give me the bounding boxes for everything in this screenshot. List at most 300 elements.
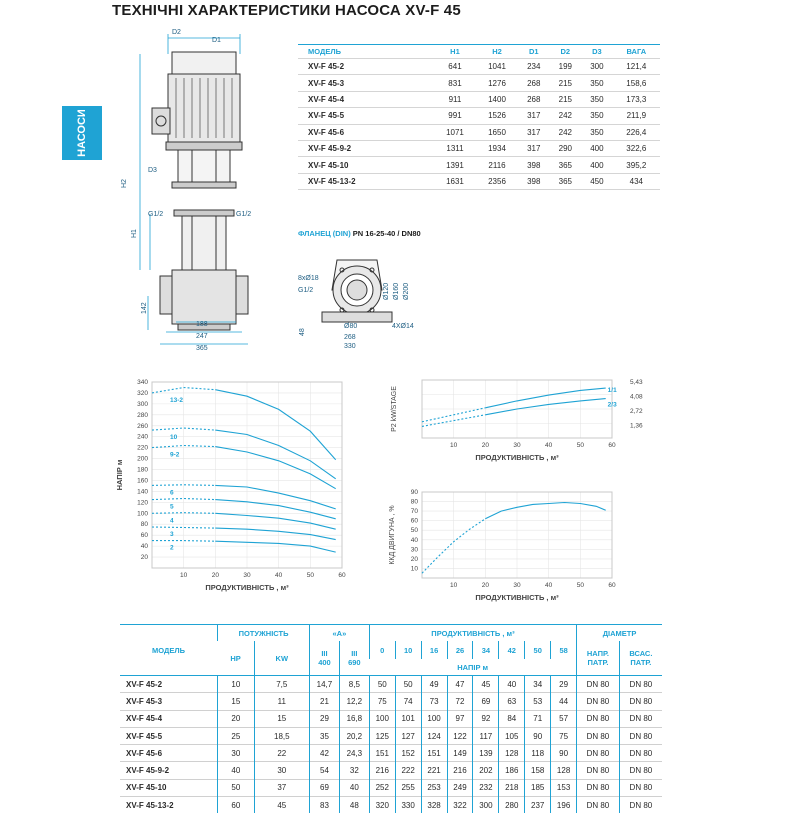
dims-cell: 290 [550, 140, 582, 156]
perf-h-kw: KW [254, 641, 309, 676]
perf-cell: 7,5 [254, 676, 309, 693]
perf-cell: 322 [447, 797, 473, 813]
perf-cell: 139 [473, 745, 499, 762]
perf-cell: 63 [499, 693, 525, 710]
perf-cell: DN 80 [619, 745, 662, 762]
perf-cell: DN 80 [577, 710, 620, 727]
perf-h-flow-5: 42 [499, 641, 525, 659]
dims-cell: 242 [550, 124, 582, 140]
dims-cell: 1311 [434, 140, 476, 156]
grid [422, 492, 612, 578]
perf-cell: 151 [369, 745, 395, 762]
dim-142: 142 [141, 302, 148, 314]
dim-d1: D1 [212, 37, 221, 44]
y-tick-label: 30 [410, 546, 418, 554]
perf-cell: DN 80 [577, 745, 620, 762]
perf-cell: 83 [310, 797, 340, 813]
perf-row [120, 727, 662, 744]
flange-g12-label: G1/2 [298, 287, 314, 294]
dims-row [298, 91, 660, 107]
x-axis-label: ПРОДУКТИВНІСТЬ , м³ [205, 583, 289, 592]
perf-cell: 25 [218, 727, 255, 744]
x-axis-label: ПРОДУКТИВНІСТЬ , м³ [475, 593, 559, 602]
perf-cell: 50 [369, 676, 395, 693]
x-tick-label: 50 [576, 442, 584, 449]
efficiency-line [485, 503, 605, 519]
y-tick-label: 20 [140, 554, 148, 562]
dims-cell: 434 [613, 173, 660, 189]
dim-h1: H1 [131, 229, 138, 238]
y-tick-label: 20 [410, 555, 418, 563]
dims-cell: 831 [434, 75, 476, 91]
perf-cell: DN 80 [619, 797, 662, 813]
x-tick-label: 40 [275, 572, 283, 579]
y-tick-label: 60 [410, 517, 418, 525]
series-label: 10 [170, 434, 178, 442]
perf-cell: 185 [525, 779, 551, 796]
perf-cell: XV-F 45-13-2 [120, 797, 218, 813]
dims-row [298, 173, 660, 189]
perf-cell: 8,5 [339, 676, 369, 693]
perf-h-power: ПОТУЖНІСТЬ [218, 625, 310, 642]
dims-cell: 234 [518, 59, 550, 75]
perf-cell: 40 [339, 779, 369, 796]
perf-cell: 11 [254, 693, 309, 710]
perf-cell: 196 [551, 797, 577, 813]
perf-cell: 21 [310, 693, 340, 710]
perf-cell: 125 [369, 727, 395, 744]
performance-table [120, 624, 662, 813]
dims-cell: 317 [518, 108, 550, 124]
dims-cell: 322,6 [613, 140, 660, 156]
perf-cell: 153 [551, 779, 577, 796]
x-tick-label: 30 [243, 572, 251, 579]
power-series-label: 1/1 [607, 387, 617, 395]
perf-cell: 15 [254, 710, 309, 727]
perf-cell: 30 [218, 745, 255, 762]
port-g12-left: G1/2 [148, 211, 164, 218]
dims-header-4: D2 [560, 47, 571, 56]
terminal-box [152, 108, 170, 134]
dims-row [298, 157, 660, 173]
perf-cell: 117 [473, 727, 499, 744]
dims-cell: 350 [581, 108, 613, 124]
dims-cell: 365 [550, 157, 582, 173]
y-tick-label: 280 [137, 411, 148, 419]
perf-h-outlet: НАПР. ПАТР. [577, 641, 620, 676]
section-tab-label: НАСОСИ [76, 109, 88, 157]
pump-base [172, 270, 236, 324]
dims-cell: 395,2 [613, 157, 660, 173]
perf-h-flow: ПРОДУКТИВНІСТЬ , м³ [369, 625, 576, 642]
perf-cell: 149 [447, 745, 473, 762]
perf-cell: 97 [447, 710, 473, 727]
x-tick-label: 20 [211, 572, 219, 579]
perf-cell: 300 [473, 797, 499, 813]
perf-cell: 60 [218, 797, 255, 813]
x-tick-label: 40 [545, 442, 553, 449]
series-10-line [215, 430, 335, 479]
x-tick-label: 30 [513, 582, 521, 589]
perf-cell: 222 [395, 762, 421, 779]
dims-cell: 158,6 [613, 75, 660, 91]
dims-cell: 199 [550, 59, 582, 75]
y-tick-label: 120 [137, 499, 148, 507]
dims-row [298, 59, 660, 75]
perf-cell: 90 [551, 745, 577, 762]
dims-cell: XV-F 45-4 [298, 91, 434, 107]
perf-cell: 232 [473, 779, 499, 796]
y-tick-label: 40 [140, 543, 148, 551]
perf-h-flow-2: 16 [421, 641, 447, 659]
dims-cell: 2356 [476, 173, 518, 189]
y-tick-label: 200 [137, 455, 148, 463]
section-tab-pumps[interactable] [62, 106, 102, 160]
perf-cell: XV-F 45-2 [120, 676, 218, 693]
flange-330: 330 [344, 343, 356, 350]
perf-cell: XV-F 45-4 [120, 710, 218, 727]
y-tick-label: 260 [137, 422, 148, 430]
dims-cell: 317 [518, 140, 550, 156]
power-chart [382, 374, 662, 472]
motor-fan-cover [172, 52, 236, 74]
dims-cell: 350 [581, 91, 613, 107]
perf-row [120, 797, 662, 813]
dims-header-2: H2 [492, 47, 502, 56]
series-label: 3 [170, 530, 174, 538]
dims-cell: 365 [550, 173, 582, 189]
y-tick-label: 320 [137, 389, 148, 397]
perf-cell: 90 [525, 727, 551, 744]
dims-cell: XV-F 45-3 [298, 75, 434, 91]
dims-cell: 1391 [434, 157, 476, 173]
dim-d3: D3 [148, 167, 157, 174]
dims-cell: 173,3 [613, 91, 660, 107]
y-tick-label: 50 [410, 527, 418, 535]
right-tick-label: 5,43 [630, 379, 643, 386]
perf-cell: XV-F 45-5 [120, 727, 218, 744]
y-tick-label: 90 [410, 489, 418, 496]
flange-drawing [292, 240, 432, 350]
perf-cell: 124 [421, 727, 447, 744]
page-title: ТЕХНІЧНІ ХАРАКТЕРИСТИКИ НАСОСА XV-F 45 [112, 2, 461, 19]
perf-cell: 75 [551, 727, 577, 744]
perf-cell: DN 80 [577, 762, 620, 779]
perf-cell: 10 [218, 676, 255, 693]
series-4-line [215, 513, 335, 529]
perf-h-amp690: III 690 [339, 641, 369, 676]
perf-h-amp: «A» [310, 625, 370, 642]
dims-cell: 398 [518, 157, 550, 173]
dims-cell: 1400 [476, 91, 518, 107]
y-tick-label: 140 [137, 488, 148, 496]
dims-row [298, 108, 660, 124]
perf-cell: 48 [339, 797, 369, 813]
flange-d160: Ø160 [393, 282, 400, 300]
x-tick-label: 10 [450, 582, 458, 589]
perf-cell: 30 [254, 762, 309, 779]
perf-cell: 32 [339, 762, 369, 779]
perf-cell: 75 [369, 693, 395, 710]
dims-cell: 991 [434, 108, 476, 124]
dims-row [298, 75, 660, 91]
perf-cell: 101 [395, 710, 421, 727]
y-axis-label: ККД ДВИГУНА , % [389, 505, 396, 565]
perf-cell: 45 [254, 797, 309, 813]
dims-cell: 215 [550, 75, 582, 91]
perf-cell: XV-F 45-9-2 [120, 762, 218, 779]
perf-cell: 152 [395, 745, 421, 762]
perf-cell: 54 [310, 762, 340, 779]
dims-cell: 400 [581, 140, 613, 156]
dims-cell: 1071 [434, 124, 476, 140]
perf-cell: 252 [369, 779, 395, 796]
y-tick-label: 100 [137, 510, 148, 518]
flange-268: 268 [344, 334, 356, 341]
perf-row [120, 779, 662, 796]
perf-cell: XV-F 45-3 [120, 693, 218, 710]
x-tick-label: 60 [338, 572, 346, 579]
dims-cell: 400 [581, 157, 613, 173]
dims-cell: 317 [518, 124, 550, 140]
head-chart [112, 374, 362, 606]
perf-h-model: МОДЕЛЬ [120, 625, 218, 676]
perf-cell: 84 [499, 710, 525, 727]
series-label: 13-2 [170, 396, 184, 404]
perf-h-flow-3: 26 [447, 641, 473, 659]
dims-cell: XV-F 45-6 [298, 124, 434, 140]
perf-cell: 128 [551, 762, 577, 779]
perf-cell: 35 [310, 727, 340, 744]
perf-h-head: НАПІР м [369, 659, 576, 676]
dims-header-6: ВАГА [626, 47, 647, 56]
flange-holes-label: 8xØ18 [298, 275, 319, 282]
series-9-2-line [215, 447, 335, 489]
dims-cell: XV-F 45-13-2 [298, 173, 434, 189]
dims-cell: 1041 [476, 59, 518, 75]
perf-row [120, 710, 662, 727]
dims-cell: 1934 [476, 140, 518, 156]
perf-cell: 72 [447, 693, 473, 710]
perf-cell: 151 [421, 745, 447, 762]
dim-h2: H2 [121, 179, 128, 188]
dims-cell: 211,9 [613, 108, 660, 124]
dims-cell: 641 [434, 59, 476, 75]
perf-cell: 127 [395, 727, 421, 744]
motor-body [168, 74, 240, 142]
perf-cell: 237 [525, 797, 551, 813]
right-tick-label: 1,36 [630, 422, 643, 430]
dims-cell: 350 [581, 124, 613, 140]
pump-drawing [112, 24, 252, 354]
perf-cell: 221 [421, 762, 447, 779]
perf-cell: 29 [310, 710, 340, 727]
flange-4x14: 4XØ14 [392, 323, 414, 330]
series-label: 5 [170, 503, 174, 511]
right-tick-label: 2,72 [630, 408, 643, 415]
perf-h-hp: HP [218, 641, 255, 676]
dims-cell: XV-F 45-5 [298, 108, 434, 124]
x-tick-label: 10 [180, 572, 188, 579]
lantern [178, 150, 230, 182]
perf-cell: DN 80 [619, 727, 662, 744]
perf-h-flow-7: 58 [551, 641, 577, 659]
perf-h-amp400: III 400 [310, 641, 340, 676]
dims-cell: 226,4 [613, 124, 660, 140]
dims-cell: 268 [518, 75, 550, 91]
perf-cell: DN 80 [619, 710, 662, 727]
perf-cell: 50 [218, 779, 255, 796]
dims-cell: 1650 [476, 124, 518, 140]
perf-cell: DN 80 [619, 676, 662, 693]
dims-cell: 300 [581, 59, 613, 75]
perf-row [120, 693, 662, 710]
perf-cell: 20 [218, 710, 255, 727]
perf-cell: DN 80 [577, 727, 620, 744]
port-g12-right: G1/2 [236, 211, 252, 218]
perf-cell: XV-F 45-10 [120, 779, 218, 796]
perf-cell: 20,2 [339, 727, 369, 744]
perf-cell: 105 [499, 727, 525, 744]
perf-cell: 320 [369, 797, 395, 813]
perf-cell: 71 [525, 710, 551, 727]
flange-d80: Ø80 [344, 323, 358, 330]
perf-cell: 45 [473, 676, 499, 693]
x-axis-label: ПРОДУКТИВНІСТЬ , м³ [475, 453, 559, 462]
right-tick-label: 4,08 [630, 393, 643, 401]
perf-h-flow-6: 50 [525, 641, 551, 659]
y-tick-label: 80 [140, 521, 148, 529]
y-tick-label: 300 [137, 400, 148, 408]
perf-cell: 34 [525, 676, 551, 693]
perf-cell: 253 [421, 779, 447, 796]
perf-cell: 53 [525, 693, 551, 710]
perf-cell: 15 [218, 693, 255, 710]
dim-188: 188 [196, 321, 208, 328]
perf-cell: 29 [551, 676, 577, 693]
y-tick-label: 220 [137, 444, 148, 452]
y-tick-label: 240 [137, 433, 148, 441]
perf-cell: 328 [421, 797, 447, 813]
dims-header-0: МОДЕЛЬ [308, 47, 341, 56]
perf-h-inlet: ВСАС. ПАТР. [619, 641, 662, 676]
perf-h-flow-1: 10 [395, 641, 421, 659]
x-tick-label: 10 [450, 442, 458, 449]
dims-cell: 1526 [476, 108, 518, 124]
perf-cell: 92 [473, 710, 499, 727]
perf-cell: 255 [395, 779, 421, 796]
perf-cell: 122 [447, 727, 473, 744]
y-tick-label: 10 [410, 565, 418, 573]
perf-cell: DN 80 [619, 762, 662, 779]
efficiency-chart [382, 486, 632, 604]
perf-cell: DN 80 [619, 693, 662, 710]
perf-row [120, 762, 662, 779]
perf-cell: 280 [499, 797, 525, 813]
power-series-label: 2/3 [607, 401, 617, 409]
perf-cell: 47 [447, 676, 473, 693]
series-3-line [215, 528, 335, 540]
dims-row [298, 124, 660, 140]
series-2-line [215, 541, 335, 552]
perf-cell: 49 [421, 676, 447, 693]
flange-d120: Ø120 [383, 282, 390, 300]
flange-title: ФЛАНЕЦ (DIN) PN 16-25-40 / DN80 [298, 229, 421, 238]
y-tick-label: 180 [137, 466, 148, 474]
dims-header-3: D1 [528, 47, 539, 56]
dims-cell: 398 [518, 173, 550, 189]
perf-cell: 18,5 [254, 727, 309, 744]
perf-cell: DN 80 [577, 693, 620, 710]
flange-48: 48 [299, 328, 306, 336]
dimensions-table [298, 44, 660, 190]
series-label: 4 [170, 517, 174, 525]
flange-d200: Ø200 [403, 282, 410, 300]
perf-cell: 14,7 [310, 676, 340, 693]
perf-row [120, 676, 662, 693]
series-label: 2 [170, 544, 174, 552]
perf-cell: 12,2 [339, 693, 369, 710]
perf-cell: 216 [369, 762, 395, 779]
perf-cell: 40 [218, 762, 255, 779]
perf-cell: 202 [473, 762, 499, 779]
perf-cell: 100 [369, 710, 395, 727]
y-axis-label: НАПІР м [115, 459, 124, 491]
dims-row [298, 140, 660, 156]
perf-cell: 100 [421, 710, 447, 727]
dim-247: 247 [196, 333, 208, 340]
perf-cell: 186 [499, 762, 525, 779]
perf-cell: 128 [499, 745, 525, 762]
perf-cell: 16,8 [339, 710, 369, 727]
perf-cell: 73 [421, 693, 447, 710]
perf-cell: 44 [551, 693, 577, 710]
dims-header-5: D3 [592, 47, 602, 56]
y-tick-label: 70 [410, 508, 418, 516]
dims-cell: 1276 [476, 75, 518, 91]
dim-365: 365 [196, 345, 208, 352]
perf-cell: 69 [473, 693, 499, 710]
dims-cell: 450 [581, 173, 613, 189]
y-tick-label: 40 [410, 536, 418, 544]
perf-h-flow-0: 0 [369, 641, 395, 659]
perf-cell: DN 80 [619, 779, 662, 796]
perf-cell: 218 [499, 779, 525, 796]
perf-cell: 22 [254, 745, 309, 762]
y-tick-label: 160 [137, 477, 148, 485]
dims-cell: XV-F 45-9-2 [298, 140, 434, 156]
dims-cell: XV-F 45-2 [298, 59, 434, 75]
dims-cell: 268 [518, 91, 550, 107]
perf-cell: 37 [254, 779, 309, 796]
perf-cell: 216 [447, 762, 473, 779]
perf-h-flow-4: 34 [473, 641, 499, 659]
dim-d2: D2 [172, 29, 181, 36]
perf-cell: 24,3 [339, 745, 369, 762]
perf-row [120, 745, 662, 762]
dims-cell: 911 [434, 91, 476, 107]
dims-cell: 121,4 [613, 59, 660, 75]
dims-cell: 350 [581, 75, 613, 91]
x-tick-label: 60 [608, 582, 616, 589]
perf-cell: 40 [499, 676, 525, 693]
dims-cell: 215 [550, 91, 582, 107]
x-tick-label: 50 [576, 582, 584, 589]
perf-cell: 50 [395, 676, 421, 693]
perf-cell: XV-F 45-6 [120, 745, 218, 762]
perf-cell: DN 80 [577, 797, 620, 813]
perf-h-diam: ДІАМЕТР [577, 625, 662, 642]
